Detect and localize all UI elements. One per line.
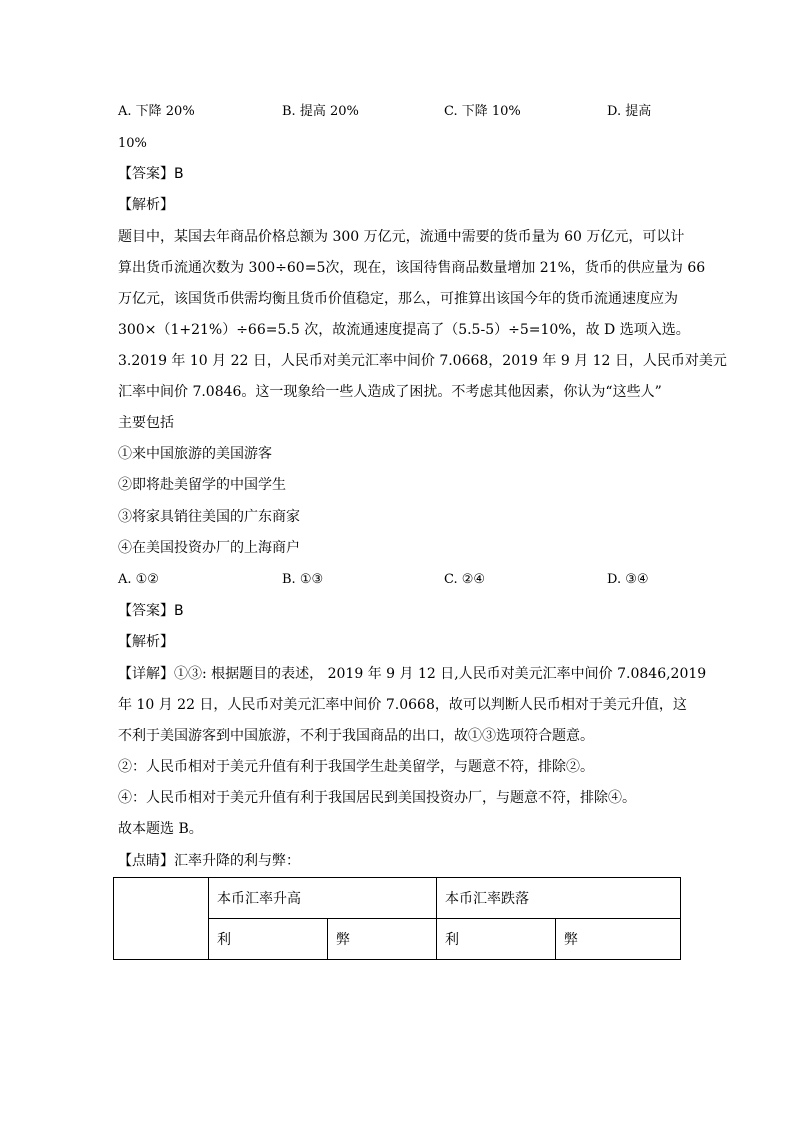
q3-detail-line: ②：人民币相对于美元升值有利于我国学生赴美留学，与题意不符，排除②。 [118, 759, 594, 775]
q3-option-a: A. ①② [118, 572, 159, 587]
q2-analysis-label: 【解析】 [118, 197, 174, 213]
q2-analysis-line: 算出货币流通次数为 300÷60=5次，现在，该国待售商品数量增加 21%，货币的供应量为 66 [118, 260, 706, 276]
q2-analysis-line: 题目中，某国去年商品价格总额为 300 万亿元，流通中需要的货币量为 60 万亿元，可以计 [118, 229, 685, 245]
q3-detail-line: 故本题选 B。 [118, 821, 203, 837]
q2-option-d: D. 提高 [607, 104, 652, 119]
q3-detail-line: 年 10 月 22 日，人民币对美元汇率中间价 7.0668，故可以判断人民币相对于美元升值，这 [118, 697, 687, 713]
q3-stem-line: 主要包括 [118, 415, 174, 431]
q2-analysis-line: 300×（1+21%）÷66=5.5 次，故流通速度提高了（5.5-5）÷5=10%，故 D 选项入选。 [118, 322, 690, 338]
q2-option-b: B. 提高 20% [282, 104, 359, 119]
q3-item-1: ①来中国旅游的美国游客 [118, 446, 272, 462]
table-header-rise: 本币汇率升高 [209, 878, 437, 919]
q3-item-3: ③将家具销往美国的广东商家 [118, 509, 300, 525]
q3-answer: 【答案】B [118, 603, 184, 619]
q2-answer: 【答案】B [118, 166, 184, 182]
q2-analysis-line: 万亿元，该国货币供需均衡且货币价值稳定，那么，可推算出该国今年的货币流通速度应为 [118, 291, 678, 307]
table-cell-rise-con: 弊 [328, 919, 437, 960]
q3-item-4: ④在美国投资办厂的上海商户 [118, 540, 300, 556]
q3-detail-line: 【详解】①③: 根据题目的表述， 2019 年 9 月 12 日,人民币对美元汇率中间价 7.0846,2019 [118, 666, 707, 682]
q3-analysis-label: 【解析】 [118, 634, 174, 650]
q3-option-c: C. ②④ [444, 572, 486, 587]
table-cell-fall-con: 弊 [556, 919, 681, 960]
q3-tip-heading: 【点睛】汇率升降的利与弊： [118, 853, 300, 869]
table-cell-rise-pro: 利 [209, 919, 328, 960]
q3-item-2: ②即将赴美留学的中国学生 [118, 477, 286, 493]
q3-detail-line: ④：人民币相对于美元升值有利于我国居民到美国投资办厂，与题意不符，排除④。 [118, 790, 636, 806]
table-cell-fall-pro: 利 [437, 919, 556, 960]
q3-stem-line: 3.2019 年 10 月 22 日，人民币对美元汇率中间价 7.0668，2019 年 9 月 12 日，人民币对美元 [118, 353, 727, 369]
q3-option-d: D. ③④ [607, 572, 649, 587]
q3-option-b: B. ①③ [282, 572, 324, 587]
q2-option-c: C. 下降 10% [444, 104, 521, 119]
exchange-rate-table [113, 877, 681, 960]
q2-option-d-wrap: 10% [118, 136, 147, 151]
q3-stem-line: 汇率中间价 7.0846。这一现象给一些人造成了困扰。不考虑其他因素，你认为“这些人” [118, 384, 662, 400]
q2-option-a: A. 下降 20% [118, 104, 195, 119]
table-empty-cell [114, 878, 209, 960]
q3-detail-line: 不利于美国游客到中国旅游，不利于我国商品的出口，故①③选项符合题意。 [118, 728, 594, 744]
table-header-fall: 本币汇率跌落 [437, 878, 681, 919]
